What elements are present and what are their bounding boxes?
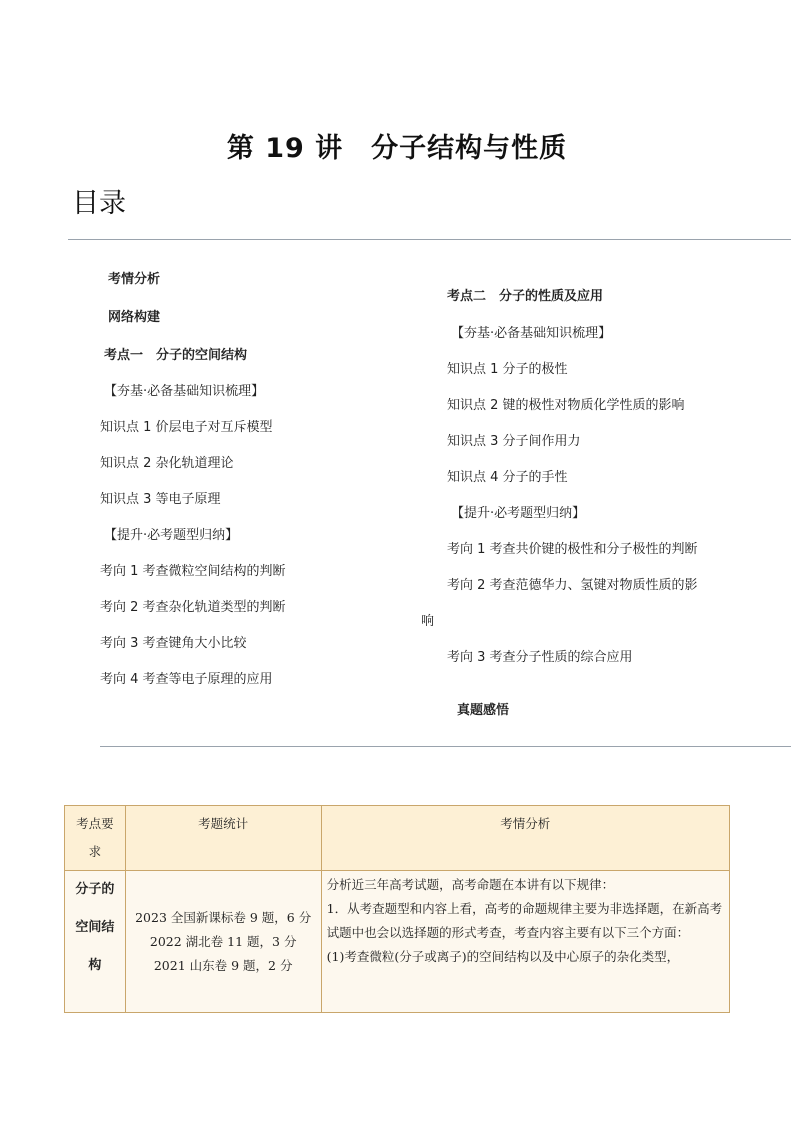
header-analysis: 考情分析 [321,806,729,871]
analysis-paragraph: (1)考查微粒(分子或离子)的空间结构以及中心原子的杂化类型， [326,949,680,964]
toc-link-point-1-1[interactable]: 知识点 1 价层电子对互斥模型 [100,420,273,435]
toc-link-direction-2-1[interactable]: 考向 1 考查共价键的极性和分子极性的判断 [447,542,698,557]
toc-top-divider [68,239,791,240]
analysis-paragraph: 1．从考查题型和内容上看，高考的命题规律主要为非选择题，在新高考试题中也会以选择题的形式考查，考查内容主要有以下三个方面： [326,901,723,940]
toc-link-basics-1[interactable]: 【夯基·必备基础知识梳理】 [104,384,265,399]
analysis-paragraph: 分析近三年高考试题，高考命题在本讲有以下规律： [326,877,615,892]
toc-link-network[interactable]: 网络构建 [108,310,161,325]
toc-link-direction-1-1[interactable]: 考向 1 考查微粒空间结构的判断 [100,564,286,579]
toc-link-exam-analysis[interactable]: 考情分析 [108,272,161,287]
cell-topic: 分子的空间结构 [65,871,126,1013]
table-row [65,871,730,1013]
toc-link-basics-2[interactable]: 【夯基·必备基础知识梳理】 [451,326,612,341]
toc-heading: 目录 [72,188,126,219]
toc-link-point-1-3[interactable]: 知识点 3 等电子原理 [100,492,221,507]
toc-link-point-2-4[interactable]: 知识点 4 分子的手性 [447,470,568,485]
exam-analysis-table [64,805,730,1013]
toc-link-point-2-2[interactable]: 知识点 2 键的极性对物质化学性质的影响 [447,398,685,413]
toc-link-direction-1-2[interactable]: 考向 2 考查杂化轨道类型的判断 [100,600,286,615]
header-statistics: 考题统计 [125,806,321,871]
stat-line: 2021 山东卷 9 题，2 分 [153,957,293,973]
header-requirement: 考点要求 [65,806,126,871]
cell-statistics [125,871,321,1013]
toc-link-point-1-2[interactable]: 知识点 2 杂化轨道理论 [100,456,234,471]
toc-link-point-2-3[interactable]: 知识点 3 分子间作用力 [447,434,581,449]
toc-bottom-divider [100,746,791,747]
table-header-row [65,806,730,871]
toc-link-advance-2[interactable]: 【提升·必考题型归纳】 [451,506,586,521]
toc-link-advance-1[interactable]: 【提升·必考题型归纳】 [104,528,239,543]
toc-link-direction-2-3[interactable]: 考向 3 考查分子性质的综合应用 [447,650,633,665]
document-title: 第 19 讲 分子结构与性质 [226,133,568,164]
toc-link-direction-1-3[interactable]: 考向 3 考查键角大小比较 [100,636,247,651]
toc-link-topic-2[interactable]: 考点二 分子的性质及应用 [447,289,604,304]
toc-link-direction-1-4[interactable]: 考向 4 考查等电子原理的应用 [100,672,273,687]
stat-line: 2022 湖北卷 11 题，3 分 [149,933,297,949]
toc-link-topic-1[interactable]: 考点一 分子的空间结构 [104,348,248,363]
toc-link-direction-2-2-wrap[interactable]: 响 [421,614,435,629]
cell-analysis [321,871,729,1013]
toc-link-real-questions[interactable]: 真题感悟 [457,703,510,718]
toc-link-direction-2-2[interactable]: 考向 2 考查范德华力、氢键对物质性质的影 [447,578,698,593]
stat-line: 2023 全国新课标卷 9 题，6 分 [135,909,312,925]
toc-link-point-2-1[interactable]: 知识点 1 分子的极性 [447,362,568,377]
